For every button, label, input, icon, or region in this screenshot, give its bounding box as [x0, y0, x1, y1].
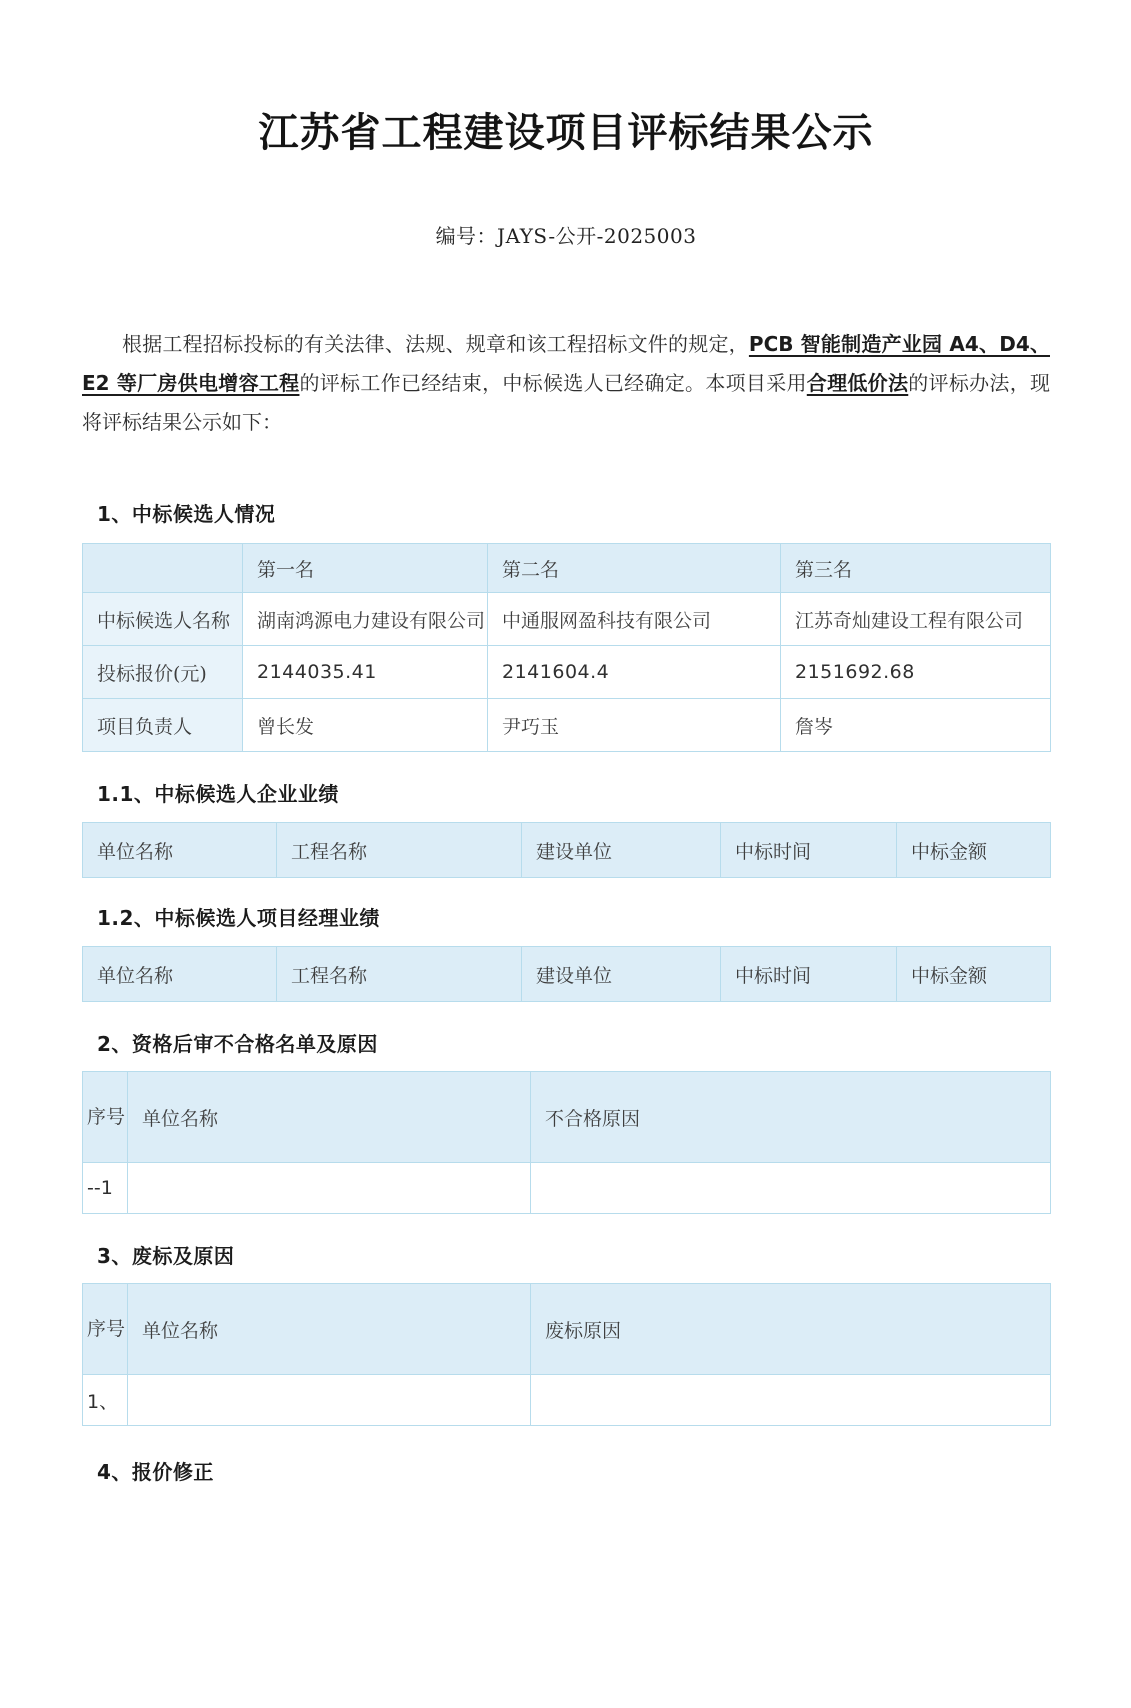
column-header-project-name: 工程名称 [277, 947, 522, 1002]
table-row [83, 646, 1051, 699]
unqualified-table [82, 1071, 1051, 1214]
serial-no-cell: --1 [83, 1163, 128, 1214]
unit-name-cell [128, 1163, 531, 1214]
invalid-reason-cell [531, 1375, 1051, 1426]
candidate-name-2: 中通服网盈科技有限公司 [488, 593, 781, 646]
bid-price-2: 2141604.4 [488, 646, 781, 699]
row-label-bid-price: 投标报价(元) [83, 646, 243, 699]
candidates-table [82, 543, 1051, 752]
section-heading-manager-performance: 1.2、中标候选人项目经理业绩 [97, 906, 380, 930]
column-header-unit-name: 单位名称 [128, 1072, 531, 1163]
page-title: 江苏省工程建设项目评标结果公示 [258, 109, 874, 156]
serial-no-cell: 1、 [83, 1375, 128, 1426]
candidate-name-3: 江苏奇灿建设工程有限公司 [781, 593, 1051, 646]
intro-segment: 的评标办法，现将评标结果公示如下： [82, 371, 1051, 434]
column-header-serial-no: 序号 [83, 1284, 128, 1375]
section-heading-candidates: 1、中标候选人情况 [97, 502, 276, 526]
column-header-award-amount: 中标金额 [897, 947, 1051, 1002]
column-header-construction-unit: 建设单位 [522, 947, 721, 1002]
section-heading-invalid-bids: 3、废标及原因 [97, 1244, 235, 1268]
table-row [83, 699, 1051, 752]
project-manager-3: 詹岑 [781, 699, 1051, 752]
column-header-unqualified-reason: 不合格原因 [531, 1072, 1051, 1163]
column-header-invalid-reason: 废标原因 [531, 1284, 1051, 1375]
bid-price-3: 2151692.68 [781, 646, 1051, 699]
bid-price-1: 2144035.41 [243, 646, 488, 699]
table-row [83, 1375, 1051, 1426]
announcement-page [0, 108, 1131, 1708]
doc-number: 编号：JAYS-公开-2025003 [435, 224, 697, 248]
column-header-award-time: 中标时间 [721, 823, 897, 878]
section-heading-price-correction: 4、报价修正 [97, 1460, 214, 1484]
column-header-unit-name: 单位名称 [83, 947, 277, 1002]
rank-3-header: 第三名 [781, 544, 1051, 593]
project-name-emphasis: PCB 智能制造产业园 A4、D4、E2 等厂房供电增容工程 [82, 332, 1050, 395]
project-manager-1: 曾长发 [243, 699, 488, 752]
column-header-award-amount: 中标金额 [897, 823, 1051, 878]
rank-1-header: 第一名 [243, 544, 488, 593]
enterprise-performance-table [82, 822, 1051, 878]
section-heading-enterprise-performance: 1.1、中标候选人企业业绩 [97, 782, 339, 806]
unqualified-reason-cell [531, 1163, 1051, 1214]
candidate-name-1: 湖南鸿源电力建设有限公司 [243, 593, 488, 646]
table-row [83, 947, 1051, 1002]
evaluation-method-emphasis: 合理低价法 [806, 371, 909, 395]
table-row [83, 1284, 1051, 1375]
manager-performance-table [82, 946, 1051, 1002]
project-manager-2: 尹巧玉 [488, 699, 781, 752]
table-row [83, 1072, 1051, 1163]
table-row [83, 593, 1051, 646]
column-header-project-name: 工程名称 [277, 823, 522, 878]
row-label-candidate-name: 中标候选人名称 [83, 593, 243, 646]
rank-2-header: 第二名 [488, 544, 781, 593]
row-label-project-manager: 项目负责人 [83, 699, 243, 752]
column-header-unit-name: 单位名称 [128, 1284, 531, 1375]
column-header-construction-unit: 建设单位 [522, 823, 721, 878]
column-header-serial-no: 序号 [83, 1072, 128, 1163]
unit-name-cell [128, 1375, 531, 1426]
table-row [83, 544, 1051, 593]
column-header-unit-name: 单位名称 [83, 823, 277, 878]
section-heading-unqualified: 2、资格后审不合格名单及原因 [97, 1032, 378, 1056]
table-row [83, 1163, 1051, 1214]
corner-cell [83, 544, 243, 593]
table-row [83, 823, 1051, 878]
column-header-award-time: 中标时间 [721, 947, 897, 1002]
intro-segment: 根据工程招标投标的有关法律、法规、规章和该工程招标文件的规定， [122, 332, 749, 356]
intro-paragraph [82, 325, 1050, 442]
invalid-bids-table [82, 1283, 1051, 1426]
intro-segment: 的评标工作已经结束，中标候选人已经确定。本项目采用 [299, 371, 807, 395]
